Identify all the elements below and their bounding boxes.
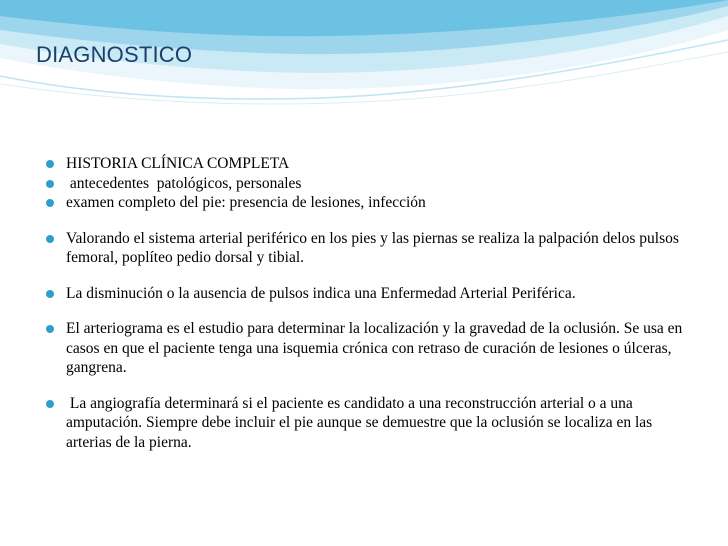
bullet-text: examen completo del pie: presencia de lesiones, infección: [66, 194, 426, 211]
slide-title: DIAGNOSTICO: [36, 42, 193, 67]
bullet-text: El arteriograma es el estudio para determinar la localización y la gravedad de la oclusión. Se usa en casos en que el paciente tenga una isquemia crónica con retraso de curación de lesiones o úlceras, gangrena.: [66, 320, 683, 376]
bullet-dot-icon: [46, 160, 54, 168]
bullet-item: [46, 154, 696, 174]
bullet-item: [46, 319, 696, 378]
bullet-text: Valorando el sistema arterial periférico en los pies y las piernas se realiza la palpación delos pulsos femoral, poplíteo pedio dorsal y tibial.: [66, 229, 679, 266]
bullet-item: [46, 284, 696, 304]
bullet-list: [46, 154, 696, 452]
bullet-dot-icon: [46, 400, 54, 408]
bullet-text: La angiografía determinará si el paciente es candidato a una reconstrucción arterial o a una amputación. Siempre debe incluir el pie aunque se demuestre que la oclusión se localiza en las arterias de la pierna.: [66, 394, 657, 451]
bullet-text: HISTORIA CLÍNICA COMPLETA: [66, 155, 290, 172]
bullet-dot-icon: [46, 199, 54, 207]
bullet-item: [46, 394, 696, 453]
bullet-item: [46, 193, 696, 213]
bullet-dot-icon: [46, 290, 54, 298]
bullet-dot-icon: [46, 180, 54, 188]
bullet-text: La disminución o la ausencia de pulsos indica una Enfermedad Arterial Periférica.: [66, 284, 576, 302]
bullet-text: antecedentes patológicos, personales: [66, 174, 302, 192]
bullet-item: [46, 229, 696, 268]
bullet-dot-icon: [46, 235, 54, 243]
bullet-item: [46, 174, 696, 194]
bullet-dot-icon: [46, 325, 54, 333]
